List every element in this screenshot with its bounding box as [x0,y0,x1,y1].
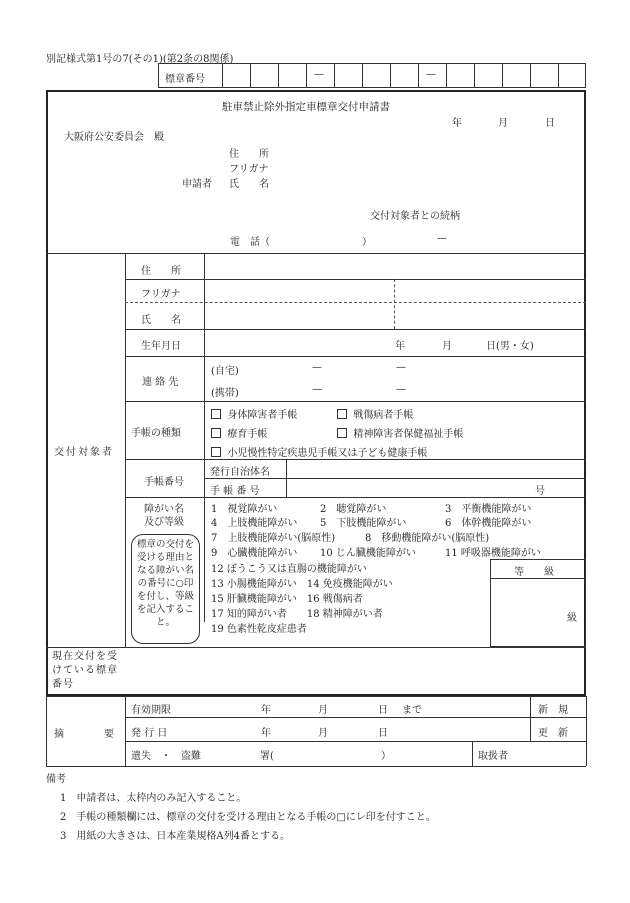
valid-until: まで [402,705,422,716]
checkbox-icon[interactable] [211,447,221,457]
addressee: 大阪府公安委員会 殿 [64,132,164,143]
note-1: 1 申請者は、太枠内のみ記入すること。 [60,793,247,804]
number-suffix: 号 [535,486,545,497]
disability-13-14: 13 小腸機能障がい 14 免疫機能障がい [211,579,393,590]
disability-17-18: 17 知的障がい者 18 精神障がい者 [211,609,383,620]
birth-month: 月 [442,341,452,352]
notes-heading: 備考 [46,774,66,785]
valid-label: 有効期限 [131,705,171,716]
disability-15-16: 15 肝臓機能障がい 16 戦傷病者 [211,594,363,605]
issue-label: 発 行 日 [131,728,168,739]
notebook-option-2[interactable]: 戦傷病者手帳 [337,406,413,421]
note-2: 2 手帳の種類欄には、標章の交付を受ける理由となる手帳の□にレ印を付すこと。 [60,812,436,823]
disability-3: 3 平衡機能障がい [445,504,532,515]
issue-day: 日 [378,728,388,739]
disability-7: 7 上肢機能障がい(脳原性) [211,533,336,544]
badge-dash-1: — [314,69,324,80]
checkbox-icon[interactable] [337,428,347,438]
date-day: 日 [545,118,555,129]
new-label: 新 規 [538,705,568,716]
valid-day: 日 [378,705,388,716]
station-label: 署( [260,751,274,762]
contact-home-dash-1: — [312,362,322,373]
current-badge-label: 現在交付を受けている標章番号 [52,651,118,690]
checkbox-icon[interactable] [211,428,221,438]
relation-label: 交付対象者との続柄 [370,211,460,222]
handler-label: 取扱者 [478,751,508,762]
disability-1: 1 視覚障がい [211,504,278,515]
notebook-no-label: 手 帳 番 号 [210,486,260,497]
badge-number-label: 標章番号 [165,74,205,85]
disability-10: 10 じん臓機能障がい [320,548,416,559]
disability-5: 5 下肢機能障がい [320,518,407,529]
date-month: 月 [498,118,508,129]
notebook-number-label: 手帳番号 [144,477,184,488]
disability-9: 9 心臓機能障がい [211,548,298,559]
contact-home-dash-2: — [396,362,406,373]
birth-day-sex: 日(男・女) [486,341,534,352]
notebook-option-4[interactable]: 精神障害者保健福祉手帳 [337,425,463,440]
contact-home-label: (自宅) [211,366,239,377]
badge-dash-2: — [426,69,436,80]
application-title: 駐車禁止除外指定車標章交付申請書 [222,101,390,113]
applicant-name-label: 氏 名 [229,179,269,190]
birth-label: 生年月日 [141,341,181,352]
disability-11: 11 呼吸器機能障がい [445,548,541,559]
target-address-label: 住 所 [141,266,181,277]
reason-note: 標章の交付を受ける理由となる障がい名の番号に○印を付し、等級を記入すること。 [131,534,200,644]
disability-label: 障がい名 及び等級 [144,504,184,528]
phone-close: ） [362,237,372,248]
target-section-label: 交付対象者 [54,447,114,458]
disability-2: 2 聴覚障がい [320,504,387,515]
issue-year: 年 [261,728,271,739]
grade-suffix: 級 [567,613,577,624]
lost-label: 遺失 ・ 盗難 [131,751,201,762]
target-name-label: 氏 名 [141,315,181,326]
issuer-label: 発行自治体名 [210,467,270,478]
date-year: 年 [452,118,462,129]
contact-mobile-dash-1: — [312,384,322,395]
valid-year: 年 [261,705,271,716]
contact-mobile-label: (携帯) [211,388,239,399]
contact-label: 連 絡 先 [142,377,179,388]
note-3: 3 用紙の大きさは、日本産業規格A列4番とする。 [60,831,290,842]
station-close: ） [381,751,391,762]
grade-label: 等 級 [514,567,554,578]
applicant-address-label: 住 所 [229,149,269,160]
disability-4: 4 上肢機能障がい [211,518,298,529]
birth-year: 年 [395,341,405,352]
form-label: 別記様式第1号の7(その1)(第2条の8関係) [46,54,234,65]
disability-8: 8 移動機能障がい(脳原性) [365,533,490,544]
issue-month: 月 [318,728,328,739]
notebook-option-5[interactable]: 小児慢性特定疾患児手帳又は子ども健康手帳 [211,444,427,459]
contact-mobile-dash-2: — [396,384,406,395]
target-furigana-label: フリガナ [141,289,181,300]
checkbox-icon[interactable] [211,409,221,419]
summary-label: 摘 要 [54,729,114,740]
phone-dash: — [437,233,447,244]
checkbox-icon[interactable] [337,409,347,419]
notebook-option-1[interactable]: 身体障害者手帳 [211,406,297,421]
renew-label: 更 新 [538,728,568,739]
notebook-option-3[interactable]: 療育手帳 [211,425,267,440]
disability-19: 19 色素性乾皮症患者 [211,624,307,635]
applicant-label: 申請者 [182,179,212,190]
disability-6: 6 体幹機能障がい [445,518,532,529]
disability-12: 12 ぼうこう又は直腸の機能障がい [211,564,367,575]
phone-label: 電 話（ [230,237,270,248]
valid-month: 月 [318,705,328,716]
applicant-furigana-label: フリガナ [229,164,269,175]
notebook-type-label: 手帳の種類 [131,428,181,439]
